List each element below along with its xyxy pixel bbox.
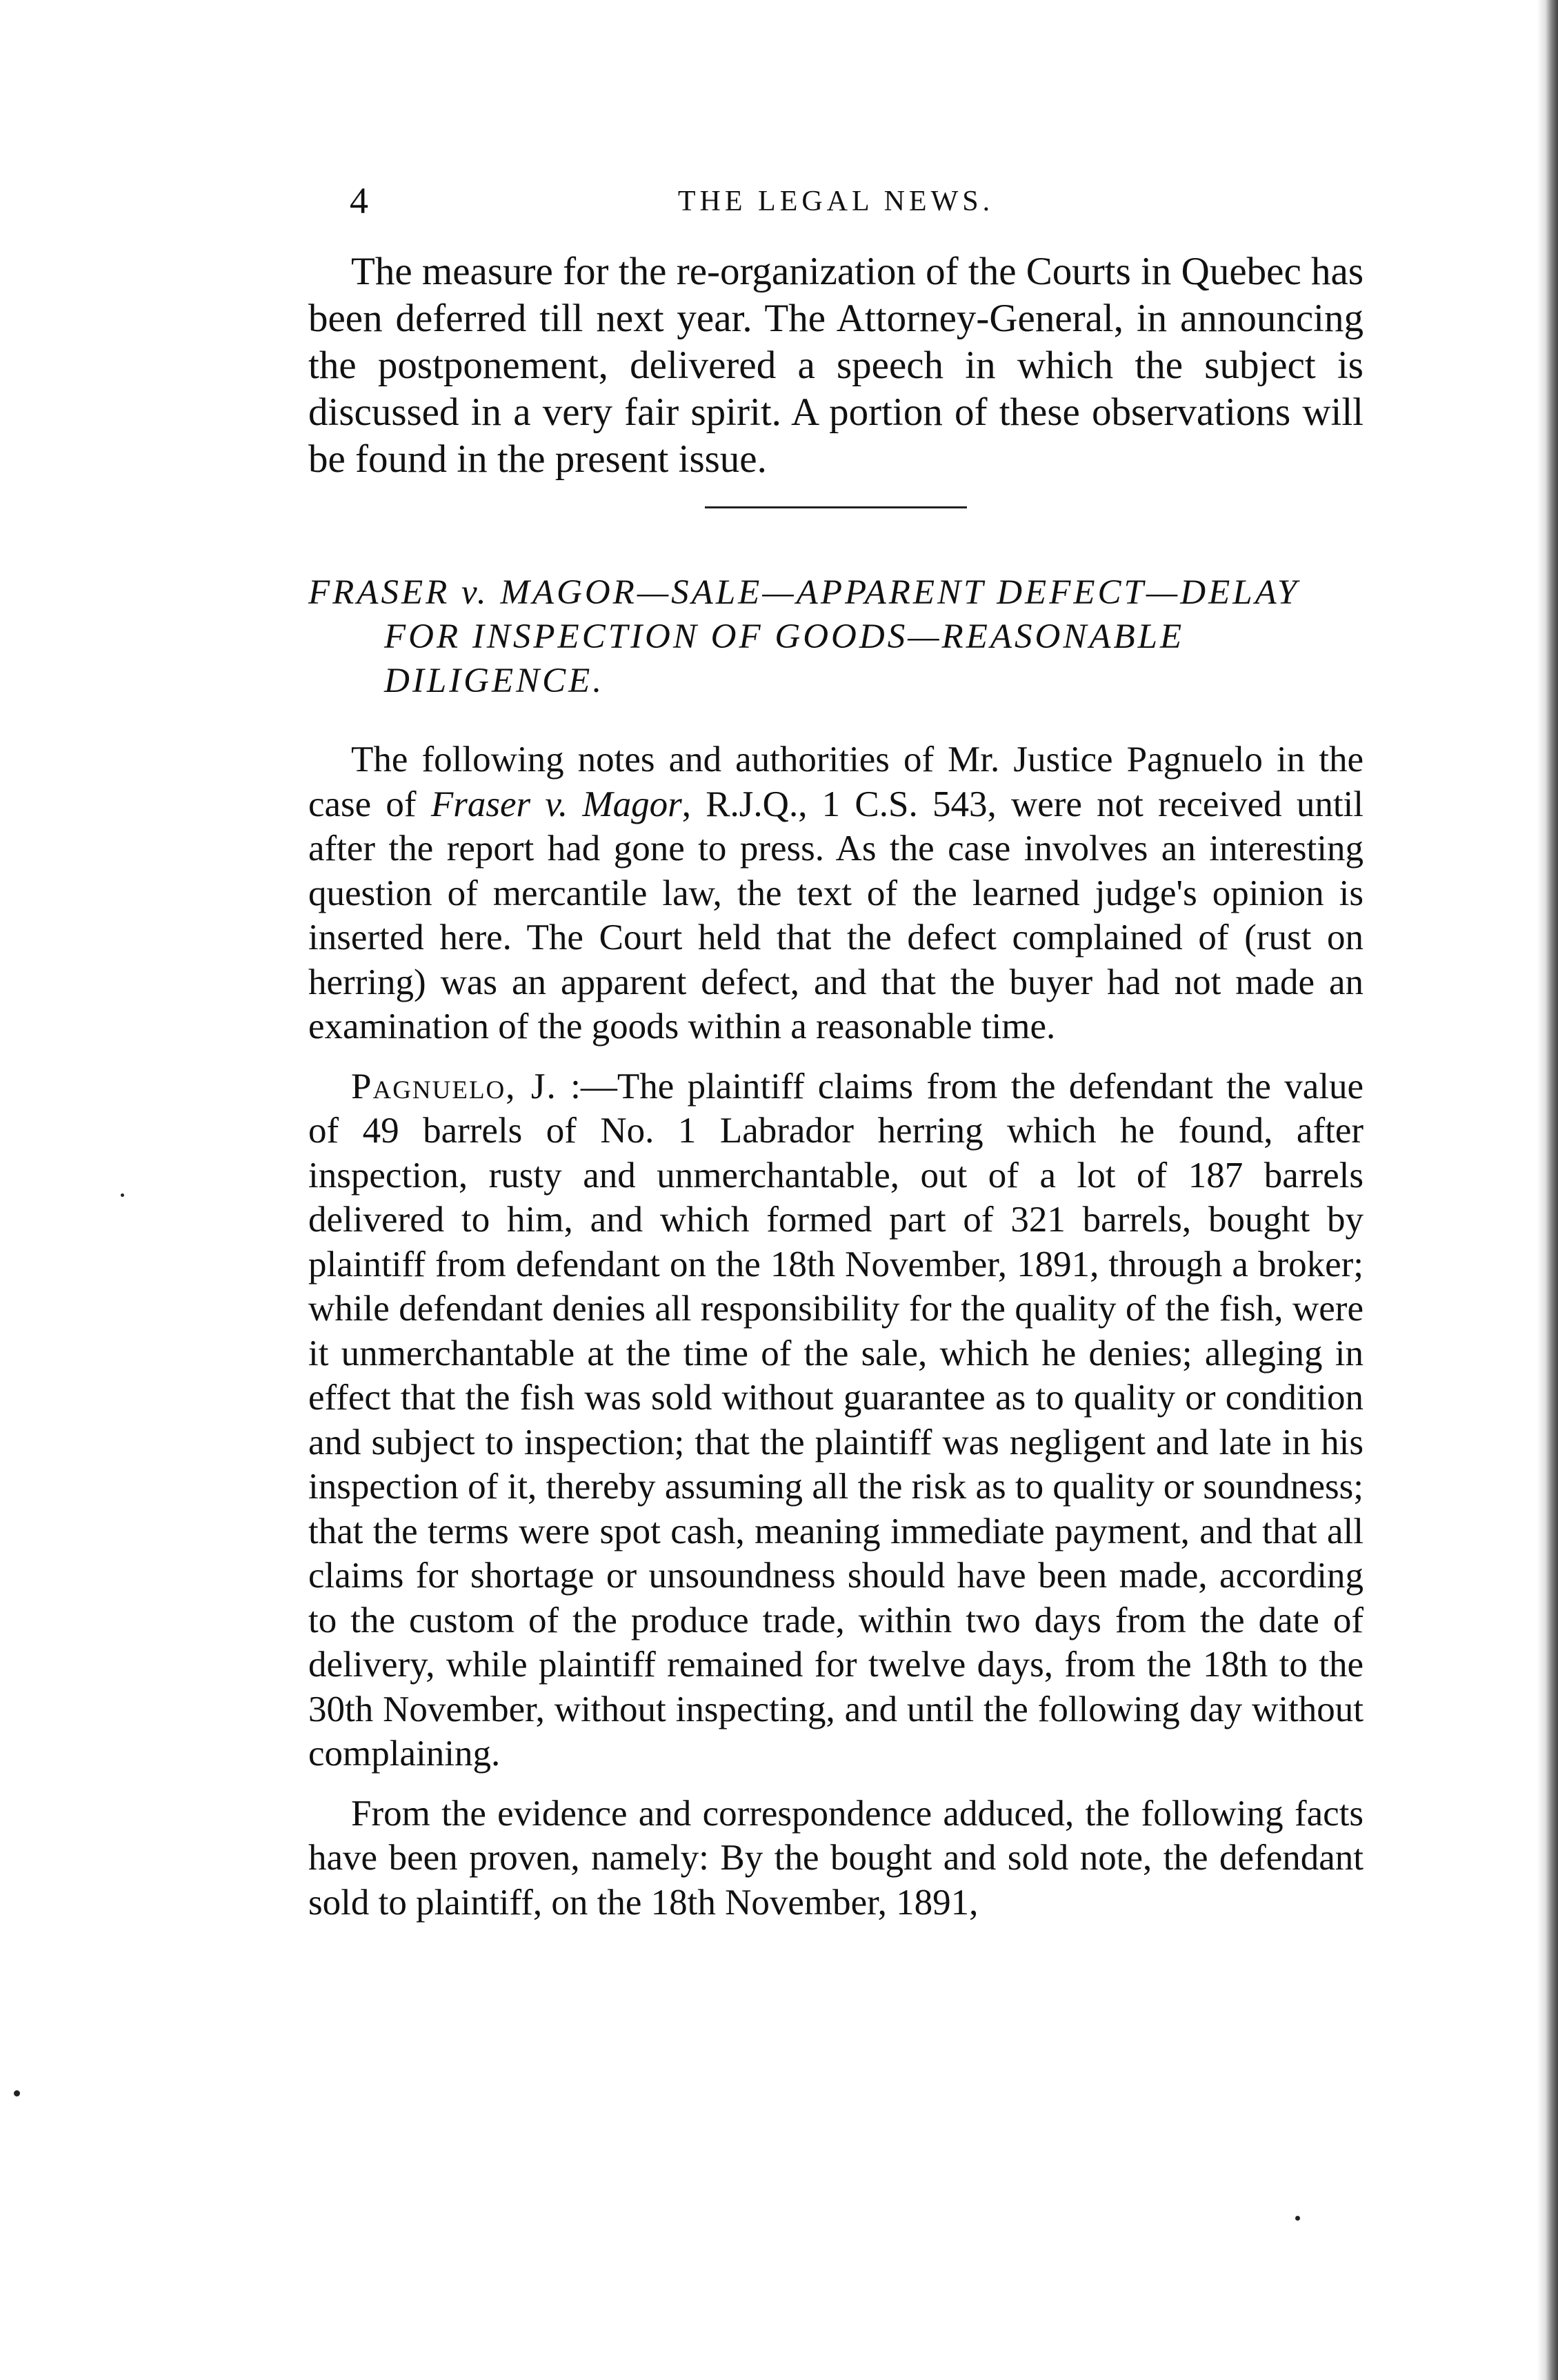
case-paragraph-2 xyxy=(308,1064,1364,1776)
page-content xyxy=(308,172,1364,1929)
scan-speck xyxy=(1295,2216,1300,2221)
case-paragraph-3: From the evidence and correspondence adduced, the following facts have been proven, namely: By the bought and sold note, the defendant sold to plaintiff, on the 18th November, 1891, xyxy=(308,1793,1364,1923)
scan-speck xyxy=(14,2090,20,2096)
judge-name: Pagnuelo, J. xyxy=(351,1066,557,1107)
case-paragraph-1 xyxy=(308,737,1364,1049)
scan-speck xyxy=(121,1193,124,1197)
page-number: 4 xyxy=(350,180,368,221)
section-divider xyxy=(705,506,967,508)
case-report xyxy=(308,571,1364,1925)
scan-edge-shadow xyxy=(1537,0,1558,2380)
p2-text: :—The plaintiff claims from the defendant the value of 49 barrels of No. 1 Labrador herring which he found, after inspection, rusty and unmerchantable, out of a lot of 187 barrels delivered to him, and which formed part of 321 barrels, bought by plaintiff from defendant on the 18th November, 1891, through a broker; while defendant denies all responsibility for the quality of the fish, were it unmerchantable at the time of the sale, which he denies; alleging in effect that the fish was sold without guarantee as to quality or condition and subject to inspection; that the plaintiff was negligent and late in his inspection of it, thereby assuming all the risk as to quality or soundness; that the terms were spot cash, meaning immediate payment, and that all claims for shortage or unsoundness should have been made, according to the custom of the produce trade, within two days from the date of delivery, while plaintiff remained for twelve days, from the 18th to the 30th November, without inspecting, and until the following day without complaining. xyxy=(308,1066,1364,1774)
intro-paragraph: The measure for the re-organization of the Courts in Quebec has been deferred till next year. The Attorney-General, in announcing the postponement, delivered a speech in which the subject is discussed in a very fair spirit. A portion of these observations will be found in the present issue. xyxy=(308,250,1364,481)
case-title: FRASER v. MAGOR—SALE—APPARENT DEFECT—DELAY FOR INSPECTION OF GOODS—REASONABLE DILIGENCE. xyxy=(308,573,1300,700)
p1-text-before: The following notes and authorities of Mr. Justice Pagnuelo in the case of xyxy=(308,740,1364,824)
running-head: THE LEGAL NEWS. xyxy=(677,186,995,217)
p1-case-name: Fraser v. Magor xyxy=(430,784,682,824)
page-header xyxy=(308,172,1364,248)
p1-text-after: , R.J.Q., 1 C.S. 543, were not received until after the report had gone to press. As the case involves an interesting question of mercantile law, the text of the learned judge's opinion is inserted here. The Court held that the defect complained of (rust on herring) was an apparent defect, and that the buyer had not made an examination of the goods within a reasonable time. xyxy=(308,784,1364,1047)
intro-section xyxy=(308,248,1364,483)
